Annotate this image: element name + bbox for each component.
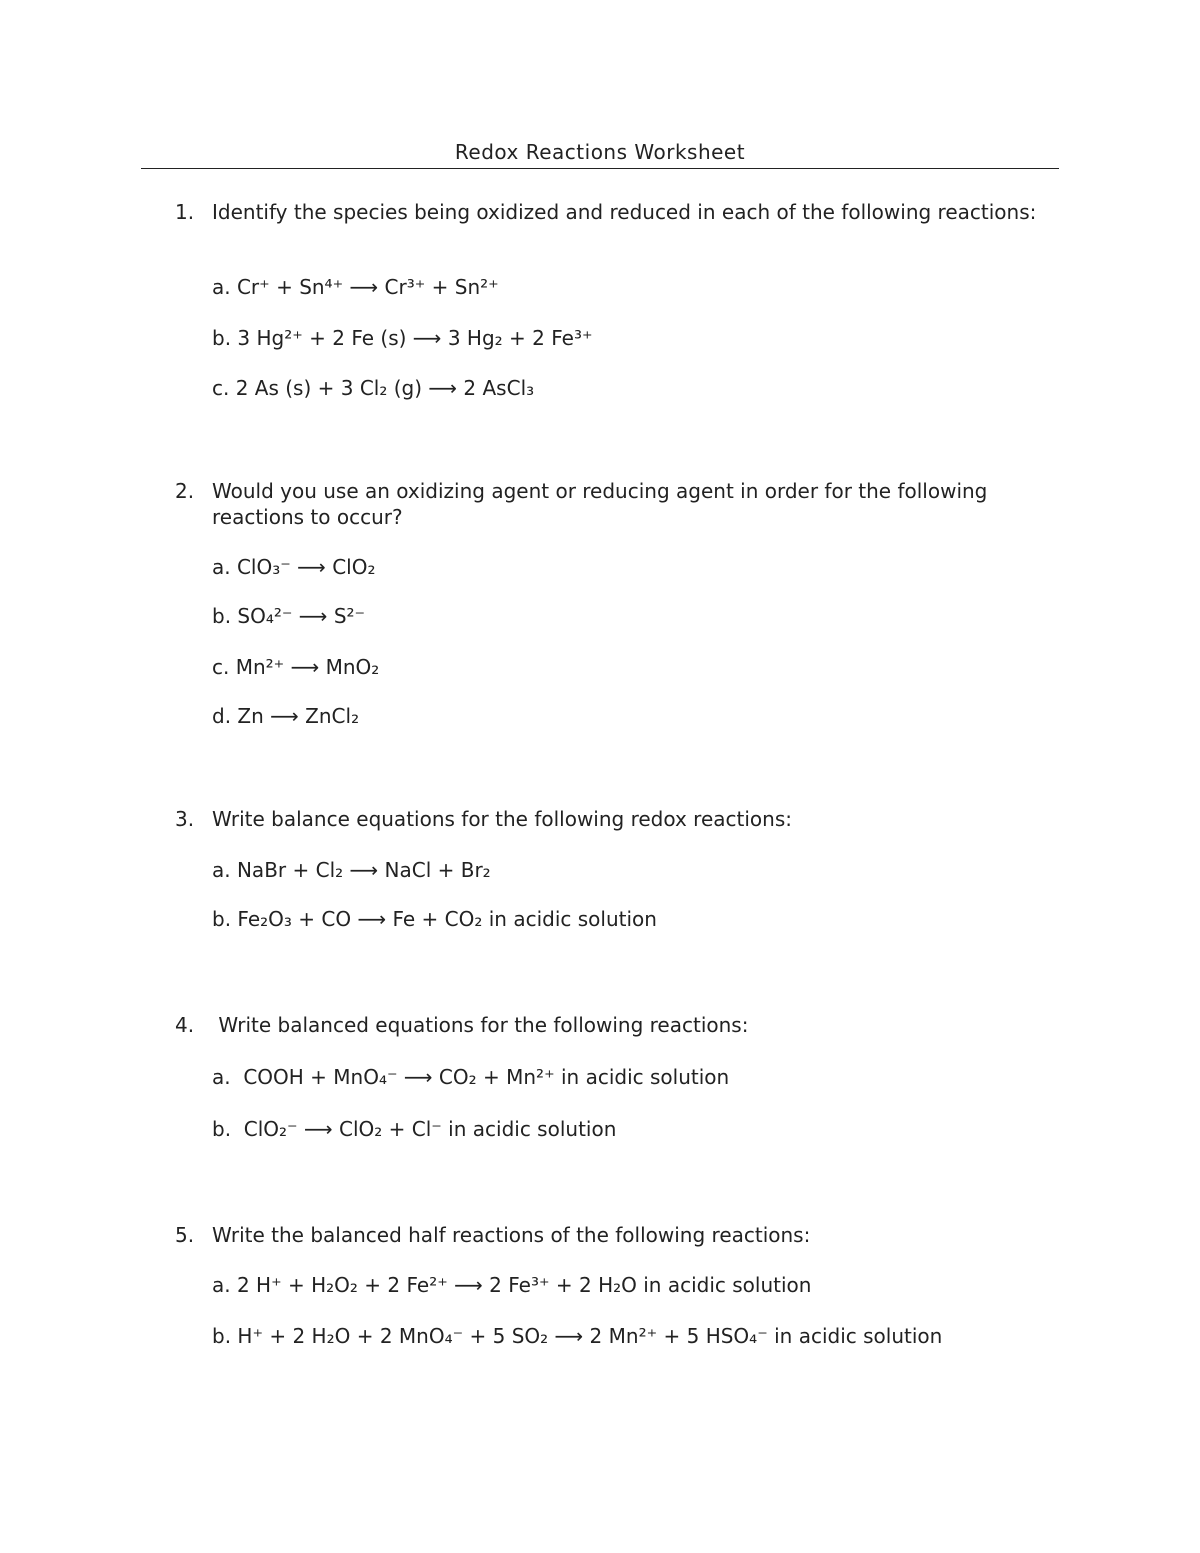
reaction-item: b. Fe₂O₃ + CO ⟶ Fe + CO₂ in acidic solution bbox=[212, 907, 657, 931]
reaction-item: b. 3 Hg²⁺ + 2 Fe (s) ⟶ 3 Hg₂ + 2 Fe³⁺ bbox=[212, 326, 593, 350]
question-prompt: Write balance equations for the following redox reactions: bbox=[212, 807, 792, 831]
reaction-item: a. COOH + MnO₄⁻ ⟶ CO₂ + Mn²⁺ in acidic solution bbox=[212, 1065, 730, 1089]
reaction-item: d. Zn ⟶ ZnCl₂ bbox=[212, 704, 360, 728]
question-number: 2. bbox=[175, 479, 195, 503]
question-prompt: Write the balanced half reactions of the following reactions: bbox=[212, 1223, 811, 1247]
question-3 bbox=[175, 806, 1075, 832]
reaction-item: b. H⁺ + 2 H₂O + 2 MnO₄⁻ + 5 SO₂ ⟶ 2 Mn²⁺ + 5 HSO₄⁻ in acidic solution bbox=[212, 1324, 943, 1348]
reaction-item: b. ClO₂⁻ ⟶ ClO₂ + Cl⁻ in acidic solution bbox=[212, 1117, 617, 1141]
reaction-item: a. NaBr + Cl₂ ⟶ NaCl + Br₂ bbox=[212, 858, 491, 882]
question-prompt: Would you use an oxidizing agent or reducing agent in order for the following reactions to occur? bbox=[212, 479, 988, 529]
reaction-item: a. ClO₃⁻ ⟶ ClO₂ bbox=[212, 555, 376, 579]
question-number: 4. bbox=[175, 1013, 195, 1037]
page-title: Redox Reactions Worksheet bbox=[454, 140, 746, 164]
question-2 bbox=[175, 478, 1075, 530]
reaction-item: c. 2 As (s) + 3 Cl₂ (g) ⟶ 2 AsCl₃ bbox=[212, 376, 535, 400]
question-number: 1. bbox=[175, 200, 195, 224]
reaction-item: b. SO₄²⁻ ⟶ S²⁻ bbox=[212, 604, 366, 628]
question-number: 5. bbox=[175, 1223, 195, 1247]
reaction-item: a. Cr⁺ + Sn⁴⁺ ⟶ Cr³⁺ + Sn²⁺ bbox=[212, 275, 499, 299]
question-prompt: Write balanced equations for the following reactions: bbox=[212, 1013, 749, 1037]
question-prompt: Identify the species being oxidized and reduced in each of the following reactions: bbox=[212, 200, 1037, 224]
question-1 bbox=[175, 199, 1075, 225]
reaction-item: a. 2 H⁺ + H₂O₂ + 2 Fe²⁺ ⟶ 2 Fe³⁺ + 2 H₂O in acidic solution bbox=[212, 1273, 812, 1297]
title-divider bbox=[141, 168, 1059, 169]
question-4 bbox=[175, 1012, 1075, 1038]
reaction-item: c. Mn²⁺ ⟶ MnO₂ bbox=[212, 655, 380, 679]
question-5 bbox=[175, 1222, 1075, 1248]
question-number: 3. bbox=[175, 807, 195, 831]
